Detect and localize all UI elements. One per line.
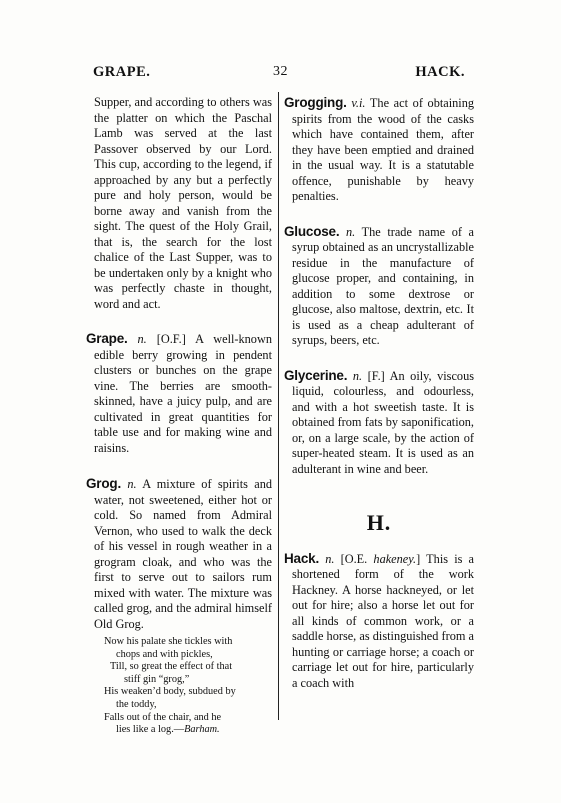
part-of-speech: n.	[137, 332, 147, 346]
headword: Hack.	[284, 550, 320, 566]
entry-hack	[284, 551, 474, 692]
entry-grog	[86, 476, 272, 632]
definition: An oily, viscous liquid, colourless, and odourless, and with a hot sweetish taste. It is obtained from fats by saponification, or, on a large scale, by the action of super-heated steam. It is used as an adulterant in wine and beer.	[292, 368, 475, 476]
verse-text: lies like a log.—	[116, 724, 185, 736]
quote-citation: Barham.	[184, 724, 220, 736]
etymology: [O.F.]	[156, 332, 186, 346]
definition: The act of obtaining spirits from the wood of the casks which have contained them, after they have been emptied and drained in the usual way. It is a statutable offence, punishable by heavy penalties.	[292, 96, 475, 203]
definition: This is a shortened form of the work Hackney. A horse hackneyed, or let out for hire; also a horse let out for all kinds of common work, or a saddle horse, as distinguished from a hunting or carriage horse; a coach or carriage let out for hire, particularly a coach with	[292, 551, 475, 690]
header-first-word: GRAPE.	[93, 64, 151, 80]
etymology-suffix: ]	[416, 551, 421, 566]
part-of-speech: n.	[127, 477, 137, 491]
etymology-word: hakeney.	[373, 551, 417, 566]
verse-line: Till, so great the effect of that	[110, 661, 233, 673]
grail-entry-continuation: Supper, and according to others was the platter on which the Paschal Lamb was served at the last Passover observed by our Lord. This cup, according to the legend, if approached by any but a perfectly pure and holy person, would be borne away and vanish from the sight. The quest of the Holy Grail, that is, the search for the lost chalice of the Last Supper, was to be undertaken only by a knight who was perfectly chaste in thought, word and act.	[94, 95, 272, 311]
headword: Grogging.	[284, 95, 347, 110]
page-number: 32	[273, 64, 288, 79]
verse-line: chops and with pickles,	[116, 648, 213, 660]
etymology: [F.]	[367, 368, 385, 383]
verse-line: stiff gin “grog,”	[124, 673, 190, 685]
headword: Grape.	[86, 331, 128, 346]
running-header	[93, 64, 465, 84]
column-divider	[278, 92, 279, 720]
verse-line: Now his palate she tickles with	[104, 636, 233, 647]
entry-grogging	[284, 95, 474, 205]
etymology-prefix: [O.E.	[340, 551, 368, 566]
part-of-speech: v.i.	[351, 96, 366, 110]
headword: Glycerine.	[284, 367, 348, 383]
part-of-speech: n.	[346, 224, 356, 239]
part-of-speech: n.	[325, 551, 335, 566]
definition: A well-known edible berry growing in pendent clusters or bunches on the grape vine. The berries are smooth-skinned, have a juicy pulp, and are cultivated in great quantities for table use and for making wine and raisins.	[94, 332, 272, 455]
etymology	[341, 552, 421, 566]
verse-line: the toddy,	[116, 698, 157, 710]
section-letter-heading: H.	[366, 510, 392, 535]
verse-line-last	[104, 724, 272, 737]
verse-quotation	[86, 636, 272, 737]
verse-line: His weaken’d body, subdued by	[104, 686, 236, 698]
left-column	[86, 95, 272, 737]
entry-glycerine	[284, 368, 474, 478]
definition: A mixture of spirits and water, not sweetened, either hot or cold. So named from Admiral Vernon, who used to walk the deck of his vessel in rough weather in a grogram cloak, and who was the first to serve out to sailors rum mixed with water. The mixture was called grog, and the admiral himself Old Grog.	[94, 477, 272, 631]
entry-glucose	[284, 224, 474, 349]
entry-grape	[86, 331, 272, 456]
verse-line: Falls out of the chair, and he	[104, 711, 222, 723]
right-column	[284, 95, 474, 691]
header-last-word: HACK.	[415, 64, 465, 80]
headword: Grog.	[86, 476, 121, 491]
part-of-speech: n.	[352, 368, 363, 383]
headword: Glucose.	[284, 223, 340, 239]
definition: The trade name of a syrup obtained as an uncrystallizable residue in the manufacture of glucose proper, and containing, in addition to some dextrose or glucose, also maltose, dextrin, etc. It is used as a cheap adulterant of syrups, beers, etc.	[292, 224, 474, 347]
